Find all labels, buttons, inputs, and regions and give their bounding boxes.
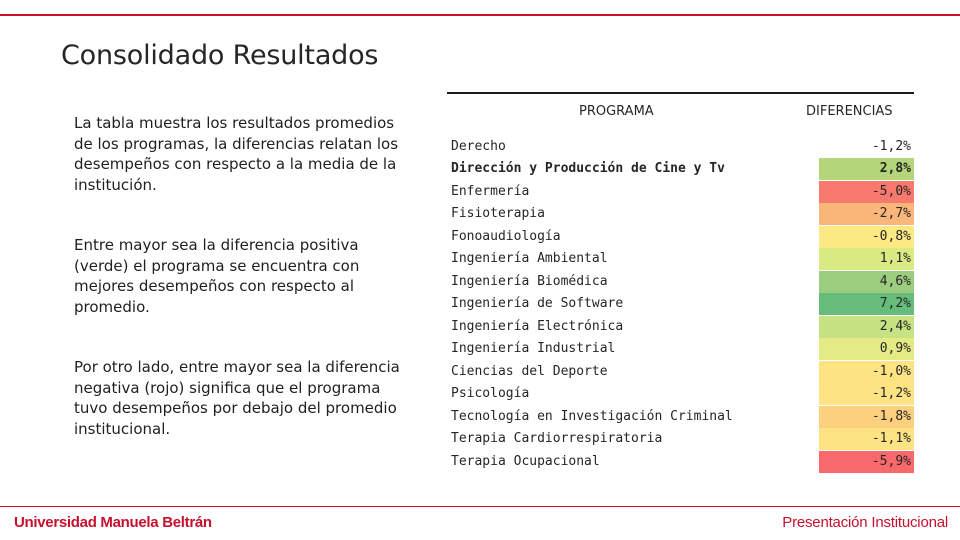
table-row (447, 203, 914, 225)
presentation-label: Presentación Institucional (782, 514, 948, 531)
slide-title: Consolidado Resultados (61, 40, 379, 71)
difference-value: -1,0% (819, 361, 914, 383)
top-rule (0, 14, 960, 16)
program-name: Ingeniería Industrial (451, 341, 616, 356)
difference-value: -1,2% (819, 383, 914, 405)
table-row (447, 271, 914, 293)
program-name: Ciencias del Deporte (451, 364, 608, 379)
table-row (447, 361, 914, 383)
difference-value: 1,1% (819, 248, 914, 270)
difference-value: -0,8% (819, 226, 914, 248)
table-row (447, 338, 914, 360)
program-name: Ingeniería Electrónica (451, 319, 624, 334)
table-row (447, 226, 914, 248)
difference-value: -5,9% (819, 451, 914, 473)
table-row (447, 181, 914, 203)
paragraph-intro: La tabla muestra los resultados promedios de los programas, la diferencias relatan los desempeños con respecto a la media de la institución. (74, 114, 399, 194)
program-name: Enfermería (451, 184, 530, 199)
difference-value: 2,4% (819, 316, 914, 338)
table-row (447, 293, 914, 315)
header-diferencias: DIFERENCIAS (806, 104, 893, 119)
difference-value: 7,2% (819, 293, 914, 315)
difference-value: 4,6% (819, 271, 914, 293)
table-row (447, 158, 914, 180)
difference-value: 0,9% (819, 338, 914, 360)
program-name: Fisioterapia (451, 206, 545, 221)
difference-value: -5,0% (819, 181, 914, 203)
program-name: Terapia Cardiorrespiratoria (451, 431, 663, 446)
paragraph-positive: Entre mayor sea la diferencia positiva (verde) el programa se encuentra con mejores desempeños con respecto al promedio. (74, 236, 360, 316)
header-programa: PROGRAMA (579, 104, 654, 119)
table-row (447, 428, 914, 450)
table-row (447, 316, 914, 338)
program-name: Ingeniería Ambiental (451, 251, 608, 266)
program-name: Derecho (451, 139, 506, 154)
program-name: Terapia Ocupacional (451, 454, 600, 469)
difference-value: -2,7% (819, 203, 914, 225)
program-name: Fonoaudiología (451, 229, 561, 244)
program-name: Psicología (451, 386, 530, 401)
table-row (447, 451, 914, 473)
university-logo-text: Universidad Manuela Beltrán (14, 514, 212, 531)
difference-value: -1,8% (819, 406, 914, 428)
table-row (447, 383, 914, 405)
program-name: Ingeniería Biomédica (451, 274, 608, 289)
paragraph-negative: Por otro lado, entre mayor sea la diferencia negativa (rojo) significa que el programa tuvo desempeños por debajo del promedio institucional. (74, 358, 400, 438)
table-top-rule (447, 92, 914, 94)
program-name: Tecnología en Investigación Criminal (451, 409, 733, 424)
table-row (447, 248, 914, 270)
footer-rule (0, 506, 960, 507)
program-name: Dirección y Producción de Cine y Tv (451, 161, 725, 176)
program-name: Ingeniería de Software (451, 296, 624, 311)
difference-value: -1,1% (819, 428, 914, 450)
table-row (447, 406, 914, 428)
body-text (74, 113, 414, 439)
table-row (447, 136, 914, 158)
difference-value: -1,2% (819, 136, 914, 158)
difference-value: 2,8% (819, 158, 914, 180)
